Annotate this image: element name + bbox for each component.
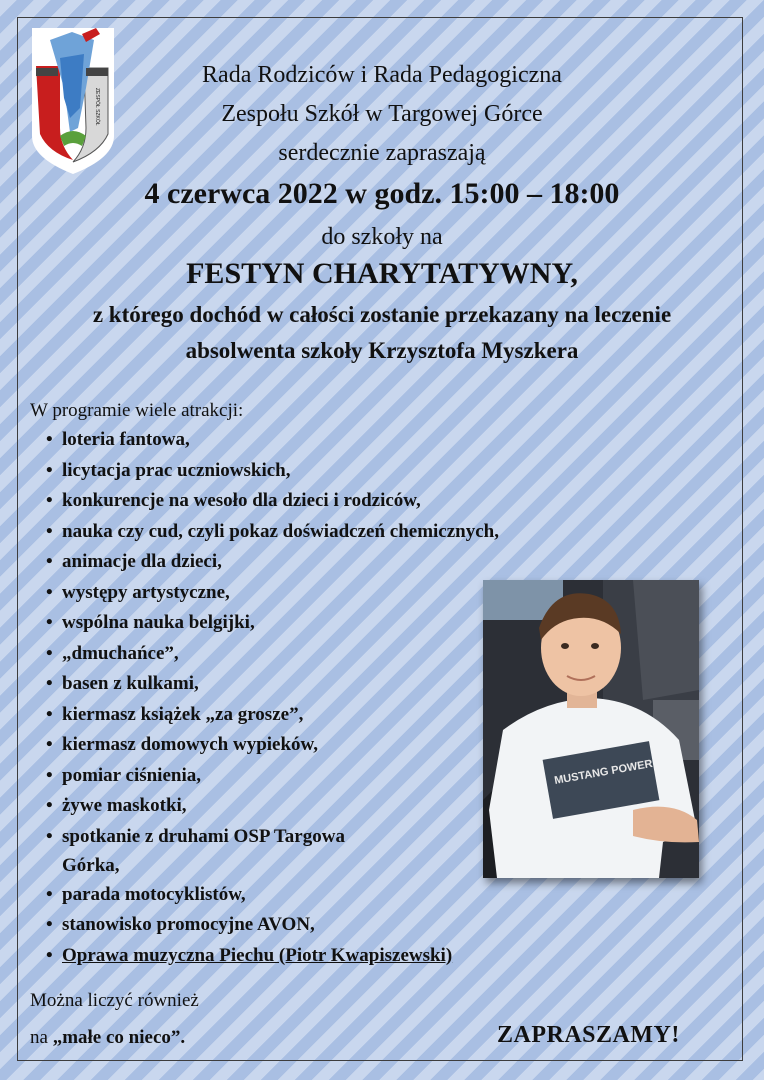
footer-line-1: Można liczyć również — [30, 990, 199, 1011]
venue-line: do szkoły na — [321, 224, 443, 250]
organizers-line-2: Zespołu Szkół w Targowej Górce — [221, 101, 543, 127]
list-item: • żywe maskotki, — [30, 791, 470, 822]
list-item: • kiermasz domowych wypieków, — [30, 730, 470, 761]
invite-closing: ZAPRASZAMY! — [497, 1022, 680, 1048]
svg-text:MUSTANG POWER: MUSTANG POWER — [553, 757, 654, 788]
list-item: • konkurencje na wesoło dla dzieci i rodziców, — [30, 486, 470, 517]
list-item: • spotkanie z druhami OSP Targowa Górka, — [30, 822, 392, 880]
list-item: • pomiar ciśnienia, — [30, 761, 470, 792]
list-item: • loteria fantowa, — [30, 425, 470, 456]
student-photo — [483, 580, 699, 878]
list-item: • licytacja prac uczniowskich, — [30, 456, 470, 487]
organizers-line-1: Rada Rodziców i Rada Pedagogiczna — [202, 62, 562, 88]
list-item: • „dmuchańce”, — [30, 639, 470, 670]
svg-text:ZESPÓŁ SZKÓŁ: ZESPÓŁ SZKÓŁ — [94, 88, 100, 126]
attractions-list — [30, 425, 499, 971]
invite-line: serdecznie zapraszają — [278, 140, 486, 166]
program-intro: W programie wiele atrakcji: — [30, 400, 244, 421]
list-item: • Oprawa muzyczna Piechu (Piotr Kwapiszewski) — [30, 941, 582, 972]
purpose-line-2: absolwenta szkoły Krzysztofa Myszkera — [185, 338, 579, 363]
footer-line-2: na „małe co nieco”. — [30, 1027, 186, 1048]
list-item: • nauka czy cud, czyli pokaz doświadczeń chemicznych, — [30, 517, 622, 548]
list-item: • występy artystyczne, — [30, 578, 470, 609]
list-item: • kiermasz książek „za grosze”, — [30, 700, 470, 731]
event-date: 4 czerwca 2022 w godz. 15:00 – 18:00 — [144, 177, 620, 210]
list-item: • wspólna nauka belgijki, — [30, 608, 470, 639]
list-item: • stanowisko promocyjne AVON, — [30, 910, 470, 941]
list-item: • parada motocyklistów, — [30, 880, 470, 911]
list-item: • basen z kulkami, — [30, 669, 470, 700]
list-item: • animacje dla dzieci, — [30, 547, 470, 578]
event-title: FESTYN CHARYTATYWNY, — [186, 257, 578, 290]
purpose-line-1: z którego dochód w całości zostanie przekazany na leczenie — [92, 302, 672, 327]
